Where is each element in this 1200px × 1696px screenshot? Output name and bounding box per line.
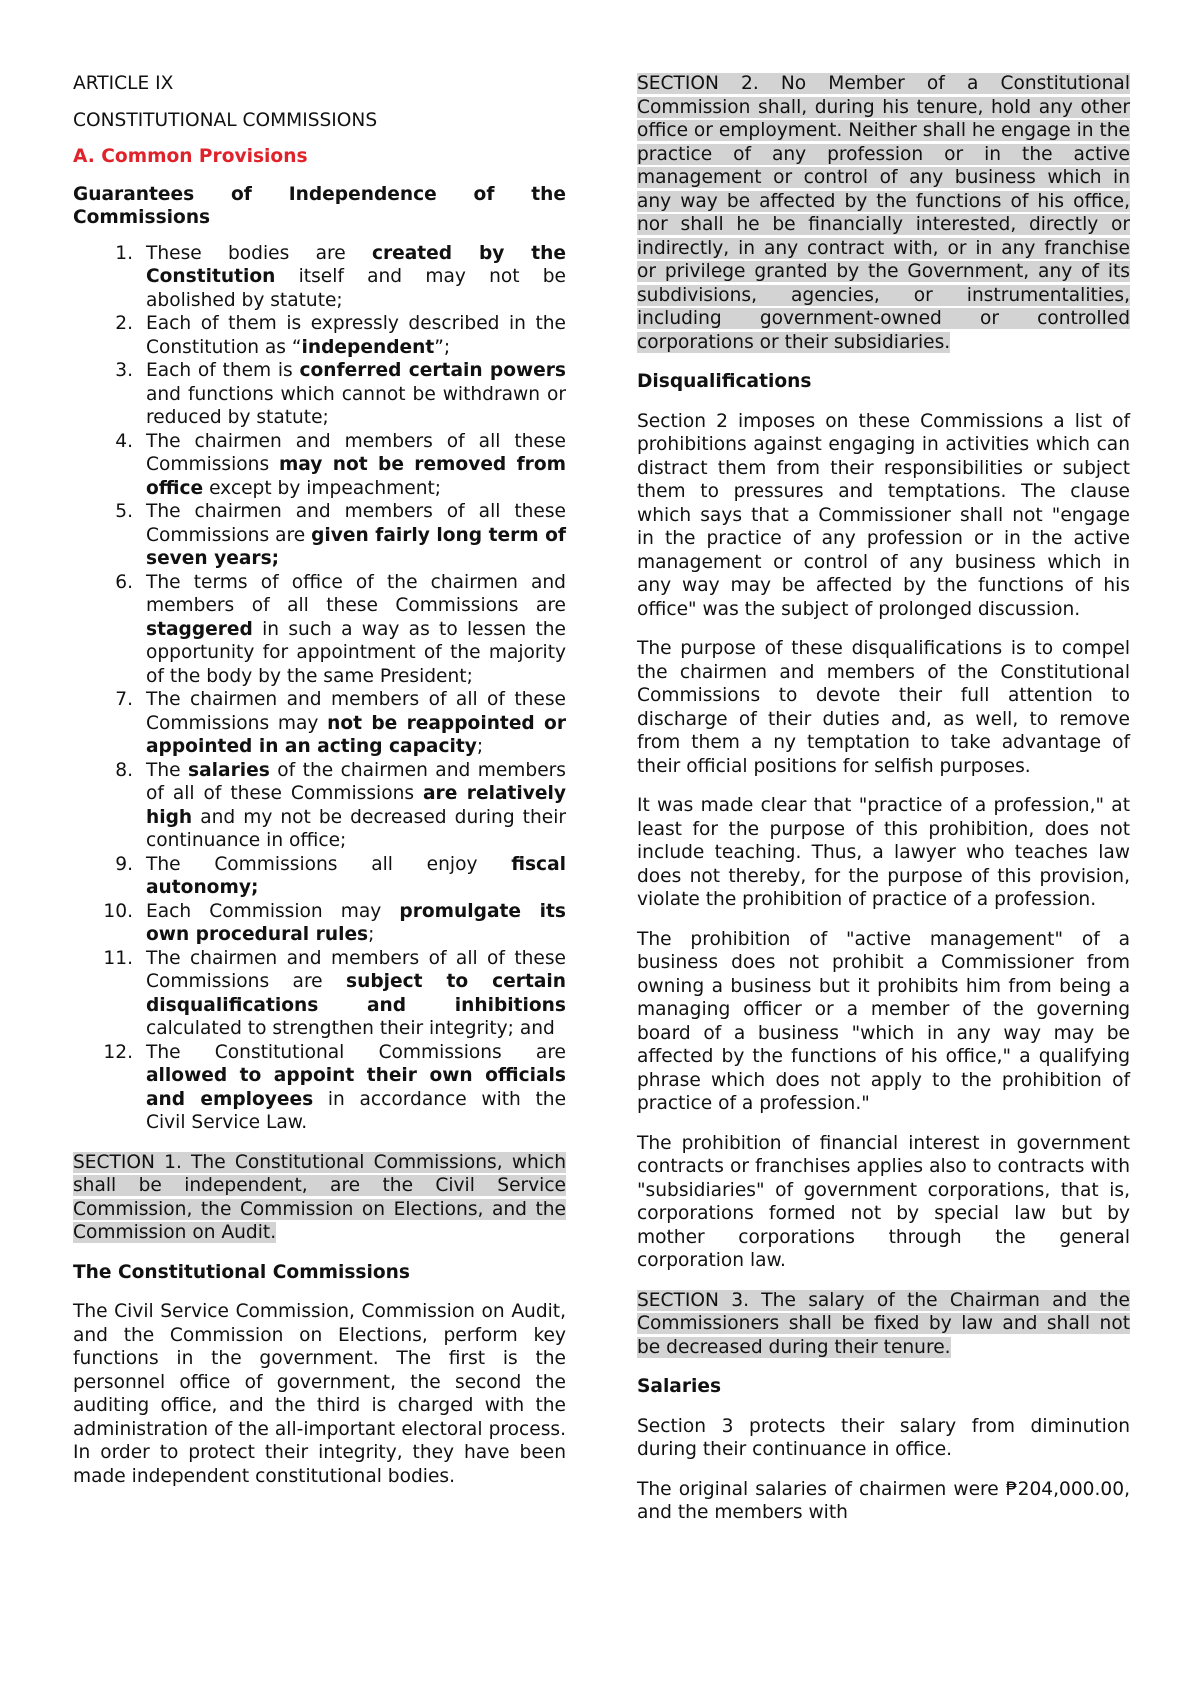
disqualifications-paragraph-3: It was made clear that "practice of a profession," at least for the purpose of this prohibition, does not include teaching. Thus, a lawyer who teaches law does not thereby, for the purpose of this provision, violate the prohibition of practice of a profession. xyxy=(637,795,1130,910)
section-2-text xyxy=(637,72,1130,354)
emphasis-text: subject to certain disqualifications and inhibitions xyxy=(146,971,566,1016)
list-number: 10. xyxy=(103,900,133,922)
emphasis-text: salaries xyxy=(188,759,270,781)
list-text: ; xyxy=(368,924,375,945)
left-column xyxy=(73,72,566,1504)
guarantee-item xyxy=(73,853,566,900)
list-text: itself and may not be abolished by statute; xyxy=(146,266,566,311)
guarantee-item xyxy=(73,947,566,1041)
section-3-text xyxy=(637,1289,1130,1360)
list-text: The chairmen and members of all of these Commissions are xyxy=(146,947,566,992)
list-number: 8. xyxy=(115,759,133,781)
list-text: The chairmen and members of all these Commissions are xyxy=(146,501,566,546)
section-3-highlight: SECTION 3. The salary of the Chairman and the Commissioners shall be fixed by law and shall not be decreased during their tenure. xyxy=(637,1289,1130,1358)
list-number: 3. xyxy=(115,360,133,381)
list-number: 1. xyxy=(115,242,133,264)
list-number: 2. xyxy=(115,313,133,334)
list-text: The Commissions all enjoy xyxy=(146,853,512,875)
disqualifications-paragraph-4: The prohibition of "active management" of a business does not prohibit a Commissioner from owning a business but it prohibits him from being a managing officer or a member of the governing board of a business "which in any way may be affected by the functions of his office," a qualifying phrase which does not apply to the prohibition of practice of a profession." xyxy=(637,928,1130,1114)
emphasis-text: staggered xyxy=(146,618,253,640)
list-text: of the chairmen and members of all of these Commissions xyxy=(146,759,566,804)
salaries-paragraph-2: The original salaries of chairmen were ₱204,000.00, and the members with xyxy=(637,1478,1130,1523)
list-text: The terms of office of the chairmen and members of all these Commissions are xyxy=(146,571,566,616)
guarantee-item xyxy=(73,359,566,430)
guarantee-item xyxy=(73,312,566,359)
part-heading: A. Common Provisions xyxy=(73,146,308,167)
emphasis-text: may not be removed from office xyxy=(146,454,566,499)
emphasis-text: fiscal autonomy; xyxy=(146,853,566,898)
list-number: 11. xyxy=(103,947,133,969)
article-title: CONSTITUTIONAL COMMISSIONS xyxy=(73,109,378,131)
list-text: in accordance with the Civil Service Law. xyxy=(146,1088,567,1133)
list-text: ”; xyxy=(434,336,451,358)
section-2-highlight: SECTION 2. No Member of a Constitutional Commission shall, during his tenure, hold any other office or employment. Neither shall he engage in the practice of any profession or in the active management or control of any business which in any way be affected by the functions of his office, nor shall he be financially interested, directly or indirectly, in any contract with, or in any franchise or privilege granted by the Government, any of its subdivisions, agencies, or instrumentalities, including government-owned or controlled corporations or their subsidiaries. xyxy=(637,73,1130,353)
section-1-text xyxy=(73,1151,566,1245)
guarantees-heading: Guarantees of Independence of the Commissions xyxy=(73,183,566,228)
list-number: 4. xyxy=(115,430,133,452)
disqualifications-paragraph-2: The purpose of these disqualifications is to compel the chairmen and members of the Constitutional Commissions to devote their full attention to discharge of their duties and, as well, to remove from them a ny temptation to take advantage of their official positions for selfish purposes. xyxy=(637,638,1130,777)
list-number: 12. xyxy=(103,1041,133,1063)
section-1-highlight: SECTION 1. The Constitutional Commissions, which shall be independent, are the Civil Service Commission, the Commission on Elections, and the Commission on Audit. xyxy=(73,1151,566,1243)
emphasis-text: allowed to appoint their own officials and employees xyxy=(146,1065,566,1110)
list-text: Each Commission may xyxy=(146,900,400,922)
list-text: calculated to strengthen their integrity; and xyxy=(146,1018,555,1039)
list-text: in such a way as to lessen the opportunity for appointment of the majority of the body by the same President; xyxy=(146,618,566,687)
disqualifications-paragraph-5: The prohibition of financial interest in government contracts or franchises applies also to contracts with "subsidiaries" of government corporations, that is, corporations formed not by special law but by mother corporations through the general corporation law. xyxy=(637,1132,1130,1271)
list-text: The xyxy=(146,759,189,781)
list-text: The chairmen and members of all of these Commissions may xyxy=(146,689,566,734)
emphasis-text: promulgate its own procedural rules xyxy=(146,900,566,945)
commissions-heading: The Constitutional Commissions xyxy=(73,1261,410,1283)
salaries-paragraph-1: Section 3 protects their salary from diminution during their continuance in office. xyxy=(637,1415,1130,1460)
list-text: The chairmen and members of all these Commissions xyxy=(146,430,566,475)
guarantee-item xyxy=(73,759,566,853)
list-text: and functions which cannot be withdrawn or reduced by statute; xyxy=(146,383,566,428)
emphasis-text: conferred certain powers xyxy=(299,360,566,381)
list-text: except by impeachment; xyxy=(203,477,442,499)
disqualifications-paragraph-1: Section 2 imposes on these Commissions a list of prohibitions against engaging in activities which can distract them from their responsibilities or subject them to pressures and temptations. The clause which says that a Commissioner shall not "engage in the practice of any profession or in the active management or control of any business which in any way may be affected by the functions of his office" was the subject of prolonged discussion. xyxy=(637,410,1130,620)
emphasis-text: independent xyxy=(301,336,435,358)
guarantee-item xyxy=(73,242,566,313)
list-text: ; xyxy=(476,736,484,757)
emphasis-text: not be reappointed or appointed in an acting capacity xyxy=(146,712,566,757)
list-number: 7. xyxy=(115,689,133,710)
salaries-heading: Salaries xyxy=(637,1376,722,1397)
guarantee-item xyxy=(73,500,566,571)
emphasis-text: created by the Constitution xyxy=(146,242,566,287)
guarantee-item xyxy=(73,900,566,947)
article-number: ARTICLE IX xyxy=(73,73,174,94)
list-number: 5. xyxy=(115,501,133,522)
commissions-text: The Civil Service Commission, Commission on Audit, and the Commission on Elections, perform key functions in the government. The first is the personnel office of government, the second the auditing office, and the third is charged with the administration of the all-important electoral process. In order to protect their integrity, they have been made independent constitutional bodies. xyxy=(73,1301,566,1487)
list-text: Each of them is xyxy=(146,360,300,381)
list-text: The Constitutional Commissions are xyxy=(146,1041,566,1063)
guarantee-item xyxy=(73,1041,566,1135)
emphasis-text: given fairly long term of seven years; xyxy=(146,524,566,569)
list-text: Each of them is expressly described in the Constitution as “ xyxy=(146,313,566,358)
list-number: 6. xyxy=(115,571,133,593)
guarantee-item xyxy=(73,430,566,501)
guarantee-item xyxy=(73,571,566,689)
guarantee-item xyxy=(73,688,566,759)
right-column xyxy=(637,72,1130,1541)
list-text: These bodies are xyxy=(146,242,372,264)
disqualifications-heading: Disqualifications xyxy=(637,371,812,392)
guarantees-list xyxy=(73,242,566,1135)
list-text: and my not be decreased during their continuance in office; xyxy=(146,806,566,851)
emphasis-text: are relatively high xyxy=(146,783,566,828)
list-number: 9. xyxy=(115,853,133,875)
